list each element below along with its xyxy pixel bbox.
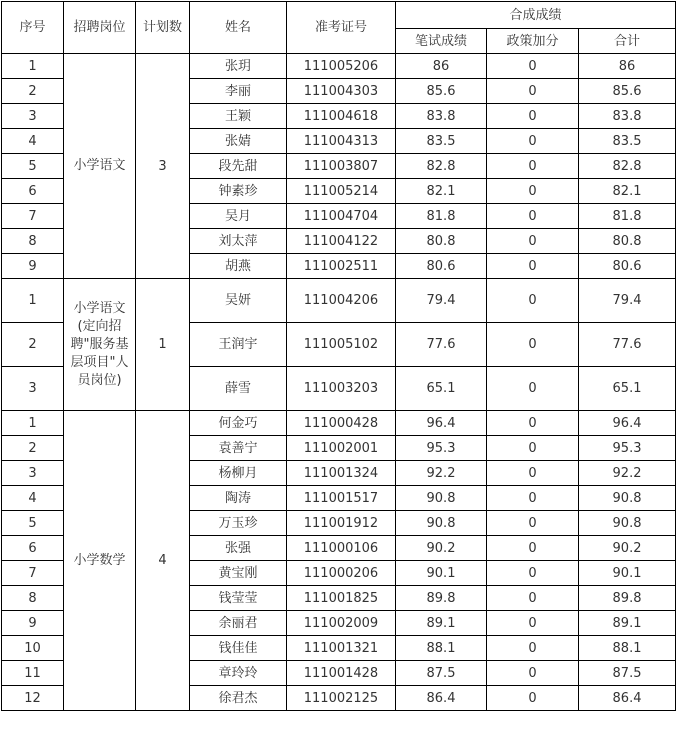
cell-seq: 5 [2, 154, 64, 179]
cell-seq: 2 [2, 323, 64, 367]
cell-name: 徐君杰 [190, 686, 287, 711]
cell-bonus: 0 [487, 54, 579, 79]
cell-bonus: 0 [487, 611, 579, 636]
cell-name: 钱佳佳 [190, 636, 287, 661]
cell-bonus: 0 [487, 461, 579, 486]
cell-name: 袁善宁 [190, 436, 287, 461]
table-row [2, 54, 676, 79]
cell-total: 86 [579, 54, 676, 79]
cell-seq: 12 [2, 686, 64, 711]
cell-bonus: 0 [487, 686, 579, 711]
cell-bonus: 0 [487, 323, 579, 367]
cell-name: 段先甜 [190, 154, 287, 179]
cell-seq: 7 [2, 561, 64, 586]
cell-bonus: 0 [487, 486, 579, 511]
header-total: 合计 [579, 29, 676, 54]
cell-position: 小学语文(定向招聘"服务基层项目"人员岗位) [64, 279, 136, 411]
cell-written: 77.6 [396, 323, 487, 367]
cell-exam-id: 111002001 [287, 436, 396, 461]
cell-total: 96.4 [579, 411, 676, 436]
cell-exam-id: 111005206 [287, 54, 396, 79]
cell-bonus: 0 [487, 411, 579, 436]
cell-exam-id: 111004122 [287, 229, 396, 254]
cell-name: 陶涛 [190, 486, 287, 511]
header-seq: 序号 [2, 2, 64, 54]
cell-name: 万玉珍 [190, 511, 287, 536]
cell-exam-id: 111003203 [287, 367, 396, 411]
cell-plan: 3 [136, 54, 190, 279]
cell-seq: 3 [2, 367, 64, 411]
header-bonus: 政策加分 [487, 29, 579, 54]
cell-name: 章玲玲 [190, 661, 287, 686]
cell-seq: 1 [2, 54, 64, 79]
cell-exam-id: 111001517 [287, 486, 396, 511]
cell-total: 90.1 [579, 561, 676, 586]
cell-seq: 4 [2, 486, 64, 511]
cell-exam-id: 111002009 [287, 611, 396, 636]
cell-written: 90.2 [396, 536, 487, 561]
cell-name: 吴月 [190, 204, 287, 229]
cell-total: 90.8 [579, 511, 676, 536]
cell-seq: 2 [2, 79, 64, 104]
cell-written: 86.4 [396, 686, 487, 711]
cell-total: 88.1 [579, 636, 676, 661]
cell-exam-id: 111001324 [287, 461, 396, 486]
cell-written: 65.1 [396, 367, 487, 411]
cell-seq: 8 [2, 229, 64, 254]
cell-exam-id: 111000206 [287, 561, 396, 586]
cell-total: 83.8 [579, 104, 676, 129]
cell-written: 95.3 [396, 436, 487, 461]
cell-total: 90.8 [579, 486, 676, 511]
cell-written: 88.1 [396, 636, 487, 661]
cell-exam-id: 111002125 [287, 686, 396, 711]
cell-name: 胡燕 [190, 254, 287, 279]
cell-bonus: 0 [487, 536, 579, 561]
cell-exam-id: 111004313 [287, 129, 396, 154]
cell-exam-id: 111004704 [287, 204, 396, 229]
header-plan: 计划数 [136, 2, 190, 54]
cell-name: 张玥 [190, 54, 287, 79]
cell-name: 张强 [190, 536, 287, 561]
cell-exam-id: 111000428 [287, 411, 396, 436]
cell-name: 杨柳月 [190, 461, 287, 486]
cell-name: 张婧 [190, 129, 287, 154]
cell-seq: 8 [2, 586, 64, 611]
cell-total: 80.6 [579, 254, 676, 279]
header-exam-id: 准考证号 [287, 2, 396, 54]
header-row-top [2, 2, 676, 29]
cell-seq: 11 [2, 661, 64, 686]
cell-bonus: 0 [487, 436, 579, 461]
cell-name: 钟素珍 [190, 179, 287, 204]
cell-exam-id: 111001321 [287, 636, 396, 661]
cell-written: 82.8 [396, 154, 487, 179]
cell-exam-id: 111000106 [287, 536, 396, 561]
header-position: 招聘岗位 [64, 2, 136, 54]
cell-total: 82.1 [579, 179, 676, 204]
cell-written: 79.4 [396, 279, 487, 323]
cell-total: 79.4 [579, 279, 676, 323]
header-written: 笔试成绩 [396, 29, 487, 54]
cell-written: 90.8 [396, 511, 487, 536]
cell-total: 86.4 [579, 686, 676, 711]
cell-name: 吴妍 [190, 279, 287, 323]
cell-seq: 7 [2, 204, 64, 229]
cell-bonus: 0 [487, 561, 579, 586]
cell-bonus: 0 [487, 661, 579, 686]
cell-written: 89.8 [396, 586, 487, 611]
cell-name: 钱莹莹 [190, 586, 287, 611]
cell-written: 87.5 [396, 661, 487, 686]
cell-written: 85.6 [396, 79, 487, 104]
cell-seq: 9 [2, 254, 64, 279]
cell-name: 刘太萍 [190, 229, 287, 254]
cell-seq: 5 [2, 511, 64, 536]
cell-written: 80.6 [396, 254, 487, 279]
cell-bonus: 0 [487, 586, 579, 611]
cell-written: 96.4 [396, 411, 487, 436]
table-row [2, 279, 676, 323]
cell-total: 95.3 [579, 436, 676, 461]
cell-seq: 2 [2, 436, 64, 461]
cell-total: 90.2 [579, 536, 676, 561]
cell-bonus: 0 [487, 279, 579, 323]
cell-seq: 10 [2, 636, 64, 661]
cell-seq: 4 [2, 129, 64, 154]
table-row [2, 411, 676, 436]
cell-name: 黄宝刚 [190, 561, 287, 586]
cell-name: 何金巧 [190, 411, 287, 436]
cell-bonus: 0 [487, 104, 579, 129]
cell-total: 82.8 [579, 154, 676, 179]
cell-seq: 1 [2, 411, 64, 436]
cell-written: 90.8 [396, 486, 487, 511]
cell-exam-id: 111001428 [287, 661, 396, 686]
cell-exam-id: 111005214 [287, 179, 396, 204]
cell-written: 86 [396, 54, 487, 79]
cell-name: 李丽 [190, 79, 287, 104]
cell-total: 87.5 [579, 661, 676, 686]
cell-exam-id: 111004206 [287, 279, 396, 323]
cell-plan: 1 [136, 279, 190, 411]
cell-written: 82.1 [396, 179, 487, 204]
cell-bonus: 0 [487, 79, 579, 104]
cell-total: 92.2 [579, 461, 676, 486]
cell-exam-id: 111004303 [287, 79, 396, 104]
cell-exam-id: 111002511 [287, 254, 396, 279]
cell-exam-id: 111001825 [287, 586, 396, 611]
cell-name: 薛雪 [190, 367, 287, 411]
cell-total: 77.6 [579, 323, 676, 367]
cell-written: 83.5 [396, 129, 487, 154]
cell-written: 81.8 [396, 204, 487, 229]
cell-bonus: 0 [487, 179, 579, 204]
cell-bonus: 0 [487, 636, 579, 661]
cell-plan: 4 [136, 411, 190, 711]
cell-exam-id: 111005102 [287, 323, 396, 367]
cell-seq: 3 [2, 461, 64, 486]
cell-bonus: 0 [487, 154, 579, 179]
cell-bonus: 0 [487, 204, 579, 229]
cell-seq: 9 [2, 611, 64, 636]
header-combined: 合成成绩 [396, 2, 676, 29]
cell-written: 92.2 [396, 461, 487, 486]
cell-name: 余丽君 [190, 611, 287, 636]
cell-bonus: 0 [487, 129, 579, 154]
cell-written: 83.8 [396, 104, 487, 129]
cell-seq: 6 [2, 536, 64, 561]
cell-total: 89.8 [579, 586, 676, 611]
cell-written: 80.8 [396, 229, 487, 254]
cell-bonus: 0 [487, 229, 579, 254]
cell-seq: 6 [2, 179, 64, 204]
cell-seq: 1 [2, 279, 64, 323]
cell-total: 65.1 [579, 367, 676, 411]
cell-total: 81.8 [579, 204, 676, 229]
cell-total: 80.8 [579, 229, 676, 254]
cell-exam-id: 111004618 [287, 104, 396, 129]
score-table [1, 1, 676, 711]
cell-bonus: 0 [487, 511, 579, 536]
cell-total: 83.5 [579, 129, 676, 154]
cell-total: 85.6 [579, 79, 676, 104]
cell-name: 王润宇 [190, 323, 287, 367]
cell-name: 王颖 [190, 104, 287, 129]
cell-position: 小学语文 [64, 54, 136, 279]
cell-bonus: 0 [487, 254, 579, 279]
header-name: 姓名 [190, 2, 287, 54]
cell-exam-id: 111001912 [287, 511, 396, 536]
cell-seq: 3 [2, 104, 64, 129]
cell-written: 89.1 [396, 611, 487, 636]
cell-written: 90.1 [396, 561, 487, 586]
cell-position: 小学数学 [64, 411, 136, 711]
cell-bonus: 0 [487, 367, 579, 411]
cell-total: 89.1 [579, 611, 676, 636]
cell-exam-id: 111003807 [287, 154, 396, 179]
table-body [2, 54, 676, 711]
